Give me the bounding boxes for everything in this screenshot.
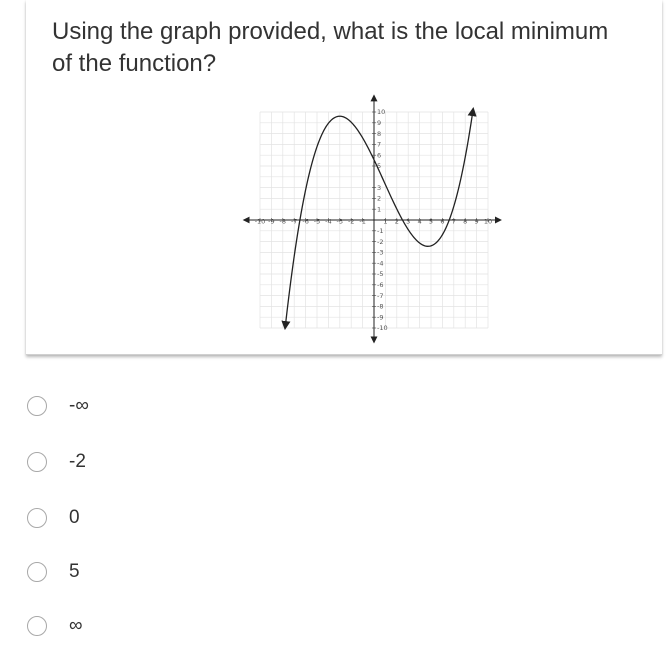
y-tick-label: 1	[377, 205, 382, 214]
y-tick-label: -8	[377, 302, 384, 311]
question-text: Using the graph provided, what is the local minimum of the function?	[52, 18, 609, 77]
x-tick-label: -5	[313, 217, 321, 226]
y-tick-label: 9	[377, 119, 382, 127]
x-tick-label: -9	[268, 217, 275, 226]
option-0[interactable]	[26, 498, 406, 538]
y-tick-label: 6	[377, 151, 382, 160]
y-tick-label: 7	[377, 140, 382, 149]
y-tick-label: 3	[377, 183, 382, 192]
option-neg-infinity[interactable]	[26, 386, 406, 426]
x-tick-label: 6	[440, 217, 445, 226]
radio-button[interactable]	[27, 508, 47, 528]
option-label: 0	[69, 507, 80, 528]
option-5[interactable]	[26, 552, 406, 592]
x-tick-label: -4	[325, 217, 332, 226]
option-label: -∞	[69, 395, 89, 416]
radio-button[interactable]	[27, 396, 47, 416]
y-tick-label: -7	[377, 291, 384, 300]
radio-button[interactable]	[27, 452, 47, 472]
x-tick-label: -10	[254, 217, 266, 226]
x-tick-label: 1	[383, 217, 388, 226]
y-tick-label: -1	[377, 227, 384, 235]
x-tick-label: 7	[451, 217, 456, 226]
x-tick-label: 10	[483, 217, 493, 226]
option-infinity[interactable]	[26, 606, 406, 646]
x-tick-label: -3	[336, 217, 344, 226]
x-tick-label: 4	[417, 217, 422, 226]
y-tick-label: -3	[377, 248, 384, 257]
x-tick-label: 2	[394, 217, 399, 226]
option-label: 5	[69, 561, 80, 582]
option-neg-2[interactable]	[26, 442, 406, 482]
y-tick-label: -4	[377, 259, 384, 268]
x-tick-label: -7	[290, 217, 298, 226]
x-tick-label: 9	[474, 217, 479, 226]
x-tick-label: -8	[279, 217, 287, 226]
x-tick-label: 3	[406, 217, 411, 226]
y-tick-label: 2	[377, 194, 382, 203]
x-tick-label: 8	[463, 217, 468, 226]
y-tick-label: -6	[377, 281, 384, 289]
x-tick-label: -2	[347, 217, 355, 226]
y-tick-label: 5	[377, 162, 382, 171]
question-card	[26, 0, 662, 355]
y-tick-label: -10	[377, 324, 388, 333]
x-tick-label: -6	[302, 217, 309, 226]
y-tick-label: 8	[377, 129, 382, 138]
radio-button[interactable]	[27, 562, 47, 582]
y-tick-label: -2	[377, 237, 384, 246]
option-label: ∞	[69, 615, 83, 636]
y-tick-label: -5	[377, 270, 384, 279]
x-tick-label: -1	[359, 217, 366, 226]
x-tick-label: 5	[428, 217, 434, 226]
y-tick-label: -9	[377, 313, 384, 322]
option-label: -2	[69, 451, 86, 472]
radio-button[interactable]	[27, 616, 47, 636]
function-graph	[216, 92, 493, 344]
y-tick-label: 10	[377, 108, 386, 117]
